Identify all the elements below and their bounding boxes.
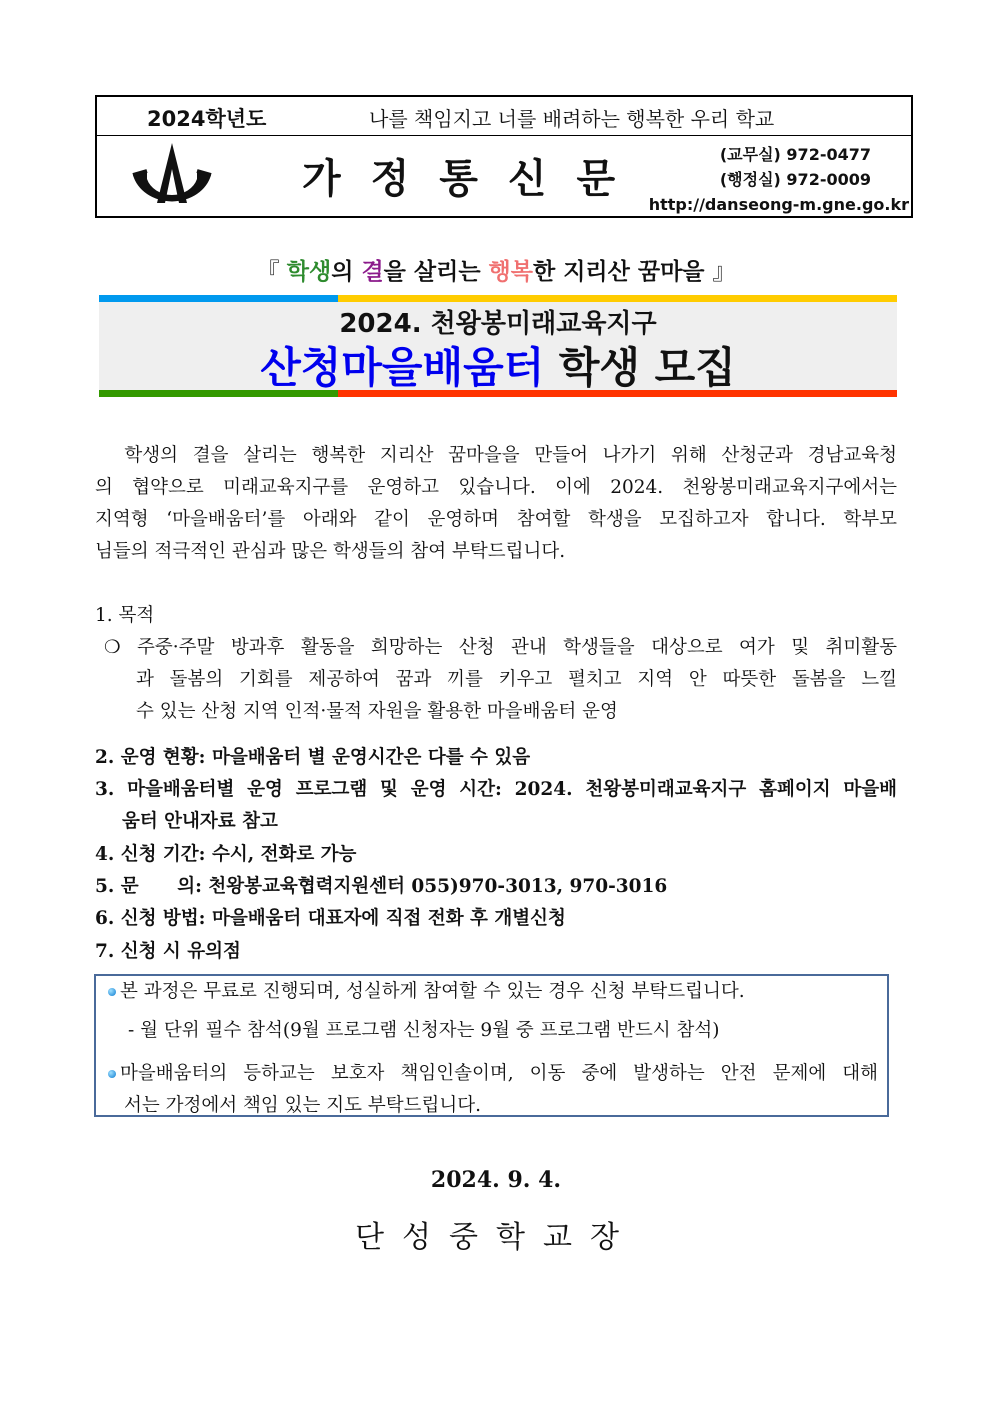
purpose-line: 과 돌봄의 기회를 제공하여 꿈과 끼를 키우고 펼치고 지역 안 따뜻한 돌봄을 느낄 <box>136 669 897 690</box>
issue-date: 2024. 9. 4. <box>430 1167 562 1193</box>
note-subitem: - 월 단위 필수 참석(9월 프로그램 신청자는 9월 중 프로그램 반드시 참석) <box>128 1020 720 1041</box>
intro-line: 지역형 ‘마을배움터’를 아래와 같이 운영하며 참여할 학생을 모집하고자 합니다. 학부모 <box>95 509 897 530</box>
note-item: 서는 가정에서 책임 있는 지도 부탁드립니다. <box>124 1095 481 1116</box>
section-programs <box>95 774 897 838</box>
section-purpose-heading: 1. 목적 <box>95 605 155 626</box>
slogan-word: 행복 <box>488 259 533 285</box>
purpose-list <box>104 632 897 728</box>
slogan-word: 을 살리는 <box>383 259 489 285</box>
note-item: 마을배움터의 등하교는 보호자 책임인솔이며, 이동 중에 발생하는 안전 문제에 대해 <box>120 1063 878 1084</box>
phone-admin: (행정실) 972-0009 <box>719 170 871 189</box>
programs-line: 움터 안내자료 참고 <box>122 811 278 832</box>
intro-line: 학생의 결을 살리는 행복한 지리산 꿈마을을 만들어 나가기 위해 산청군과 경남교육청 <box>95 445 897 466</box>
bracket-open: 『 <box>256 259 287 285</box>
slogan-word: 의 <box>331 259 362 285</box>
banner-subtitle: 2024. 천왕봉미래교육지구 <box>339 309 657 339</box>
slogan-word: 한 지리산 꿈마을 <box>532 259 713 285</box>
title-banner <box>99 295 897 397</box>
school-motto: 나를 책임지고 너를 배려하는 행복한 우리 학교 <box>369 107 775 131</box>
bullet-icon <box>108 1070 116 1078</box>
section-status: 2. 운영 현황: 마을배움터 별 운영시간은 다를 수 있음 <box>95 747 531 768</box>
intro-paragraph <box>95 440 897 568</box>
bullet-icon <box>108 988 116 996</box>
section-contact: 5. 문 의: 천왕봉교육협력지원센터 055)970-3013, 970-3016 <box>95 876 668 897</box>
note-item: 본 과정은 무료로 진행되며, 성실하게 참여할 수 있는 경우 신청 부탁드립니다. <box>120 981 745 1002</box>
programs-line: 3. 마을배움터별 운영 프로그램 및 운영 시간: 2024. 천왕봉미래교육지구 홈페이지 마을배 <box>95 779 897 800</box>
purpose-line: 수 있는 산청 지역 인적·물적 자원을 활용한 마을배움터 운영 <box>136 701 618 722</box>
purpose-line: ❍ 주중·주말 방과후 활동을 희망하는 산청 관내 학생들을 대상으로 여가 및 취미활동 <box>104 637 897 658</box>
section-notes-heading: 7. 신청 시 유의점 <box>95 941 241 962</box>
banner-title-black: 학생 모집 <box>544 343 736 392</box>
principal-signature: 단성중학교장 <box>355 1220 637 1255</box>
school-url: http://danseong-m.gne.go.kr <box>648 195 909 214</box>
phone-academic: (교무실) 972-0477 <box>719 145 871 164</box>
school-year: 2024학년도 <box>147 107 267 131</box>
notes-box <box>94 974 889 1117</box>
section-method: 6. 신청 방법: 마을배움터 대표자에 직접 전화 후 개별신청 <box>95 908 566 929</box>
newsletter-header <box>95 95 913 218</box>
section-period: 4. 신청 기간: 수시, 전화로 가능 <box>95 844 357 865</box>
slogan-word: 학생 <box>286 259 332 285</box>
newsletter-title: 가정통신문 <box>302 156 646 202</box>
slogan-word: 결 <box>361 259 384 285</box>
slogan <box>0 253 992 286</box>
school-logo-icon <box>127 141 217 215</box>
intro-line: 의 협약으로 미래교육지구를 운영하고 있습니다. 이에 2024. 천왕봉미래교육지구에서는 <box>95 477 897 498</box>
intro-line: 님들의 적극적인 관심과 많은 학생들의 참여 부탁드립니다. <box>95 541 566 562</box>
bracket-close: 』 <box>712 259 736 285</box>
banner-title-blue: 산청마을배움터 <box>260 343 545 392</box>
banner-title <box>99 335 897 395</box>
